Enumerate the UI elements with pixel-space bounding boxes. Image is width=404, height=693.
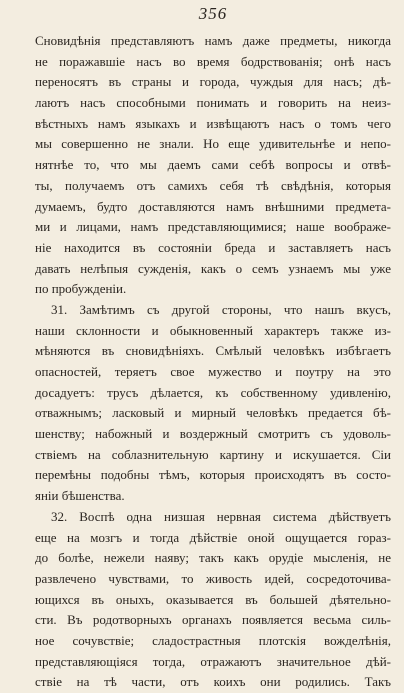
text-line: ты, получаемъ отъ самихъ себя тѣ свѣдѣнія, которыя	[35, 177, 391, 193]
text-line: ное сочувствіе; сладострастныя плотскія вожделѣнія,	[35, 632, 391, 648]
text-line: мы совершенно не знали. Но еще удивительнѣе и непо-	[35, 136, 391, 152]
text-line: 31. Замѣтимъ съ другой стороны, что нашъ вкусъ,	[51, 301, 391, 317]
text-line: еще на мозгъ и тогда дѣйствіе оной ощущается гораз-	[35, 529, 391, 545]
text-line: по пробужденіи.	[35, 281, 127, 297]
text-line: ми и лицами, намъ представляющимися; наше воображе-	[35, 219, 391, 235]
text-line: опасностей, теряетъ свое мужество и поутру на это	[35, 364, 391, 379]
text-line: наши склонности и обыкновенный характеръ также из-	[35, 322, 391, 338]
text-line: нятнѣе то, что мы даемъ сами себѣ вопросы и отвѣ-	[35, 157, 391, 173]
text-line: не поражавшіе насъ во время бодрствованія; онѣ насъ	[35, 53, 391, 69]
text-line: до болѣе, нежели наяву; такъ какъ орудіе мысленія, не	[35, 550, 391, 566]
text-line: представляющіяся тогда, отражаютъ значительное дѣй-	[35, 653, 391, 669]
text-line: 32. Воспѣ одна низшая нервная система дѣйствуетъ	[51, 508, 391, 524]
text-line: думаемъ, будто доставляются намъ внѣшними предмета-	[35, 198, 391, 214]
text-line: ствіемъ на соблазнительную картину и искушается. Сіи	[35, 446, 391, 462]
text-line: Сновидѣнія представляютъ намъ даже предметы, никогда	[35, 33, 391, 48]
text-line: давать нелѣпыя сужденія, какъ о семъ узнаемъ мы уже	[35, 260, 391, 276]
text-line: перемѣны подобны тѣмъ, которыя происходятъ въ состо-	[35, 467, 391, 483]
text-line: шенству; набожный и воздержный смотритъ съ удоволь-	[35, 426, 391, 442]
text-line: ствіе на тѣ части, отъ коихъ они родились. Такъ	[35, 674, 391, 690]
page-number: 356	[198, 4, 228, 23]
text-line: ніе находится въ состояніи бреда и заставляетъ насъ	[35, 239, 391, 255]
text-line: переносятъ въ страны и города, чуждыя для насъ; дѣ-	[35, 74, 391, 90]
text-line: яніи бѣшенства.	[35, 488, 125, 504]
text-line: отважнымъ; ласковый и мирный человѣкъ предается бѣ-	[35, 405, 391, 421]
text-line: вѣстныхъ намъ языкахъ и извѣщаютъ насъ о томъ чего	[35, 115, 391, 131]
text-line: ющихся въ оныхъ, оказывается въ большей дѣятельно-	[35, 591, 391, 607]
text-line: развлечено чувствами, то живость идей, сосредоточива-	[35, 570, 391, 586]
text-line: лаютъ насъ способными понимать и говорить на неиз-	[35, 95, 391, 111]
text-line: досадуетъ: трусъ дѣлается, къ собственному удивленію,	[35, 384, 391, 400]
text-line: мѣняются въ сновидѣніяхъ. Смѣлый человѣкъ избѣгаетъ	[35, 343, 391, 359]
body-text	[35, 31, 391, 693]
text-line: сти. Въ родотворныхъ органахъ появляется весьма силь-	[35, 612, 391, 628]
